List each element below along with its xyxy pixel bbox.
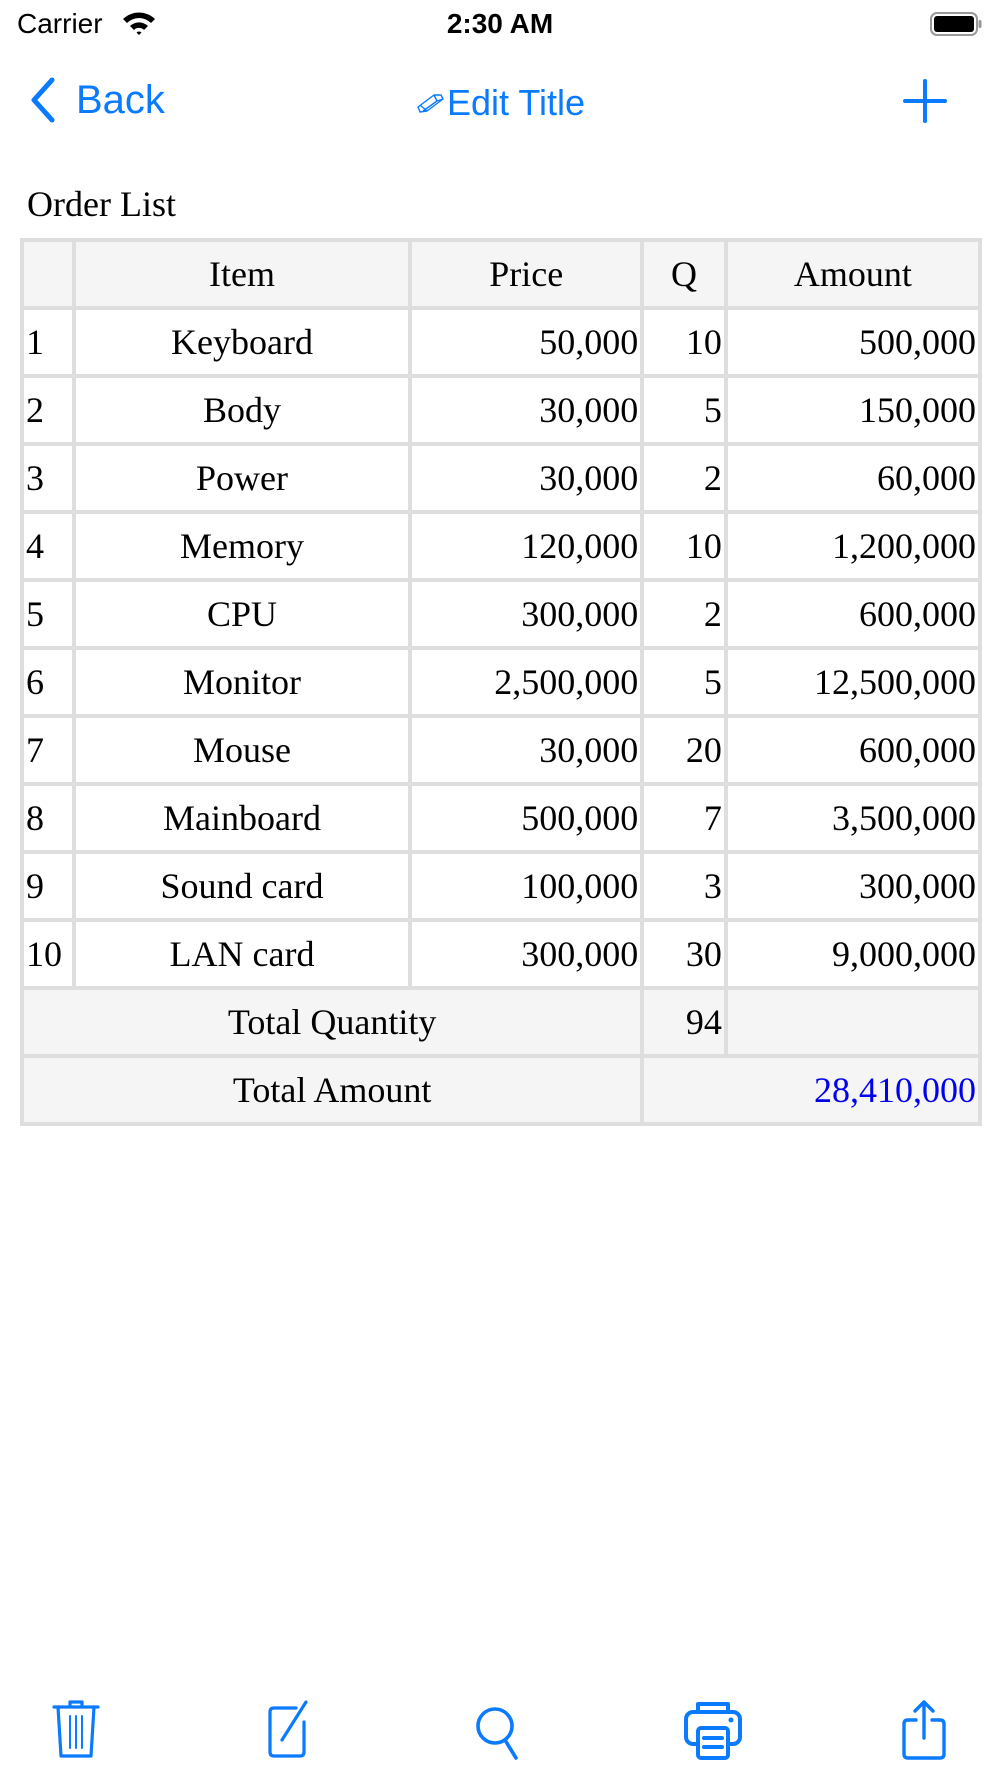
- row-number: 4: [22, 512, 74, 580]
- header-price: Price: [410, 240, 642, 308]
- row-number: 10: [22, 920, 74, 988]
- row-number: 2: [22, 376, 74, 444]
- table-row: [22, 308, 980, 376]
- row-quantity: 7: [642, 784, 726, 852]
- header-no: [22, 240, 74, 308]
- row-quantity: 5: [642, 376, 726, 444]
- total-amount-row: [22, 1056, 980, 1124]
- row-amount: 150,000: [726, 376, 980, 444]
- row-quantity: 30: [642, 920, 726, 988]
- row-number: 8: [22, 784, 74, 852]
- status-bar: [0, 0, 1000, 50]
- row-item: Mouse: [74, 716, 410, 784]
- row-item: Body: [74, 376, 410, 444]
- navigation-bar: [0, 70, 1000, 135]
- trash-icon: [46, 1698, 106, 1762]
- row-amount: 600,000: [726, 716, 980, 784]
- row-amount: 600,000: [726, 580, 980, 648]
- row-amount: 500,000: [726, 308, 980, 376]
- table-row: [22, 648, 980, 716]
- document-title: Order List: [27, 184, 176, 224]
- row-number: 3: [22, 444, 74, 512]
- row-item: Sound card: [74, 852, 410, 920]
- print-button[interactable]: [683, 1698, 743, 1762]
- row-amount: 300,000: [726, 852, 980, 920]
- row-number: 9: [22, 852, 74, 920]
- row-price: 50,000: [410, 308, 642, 376]
- edit-title-button[interactable]: [415, 82, 585, 124]
- compose-button[interactable]: [260, 1698, 320, 1762]
- row-quantity: 10: [642, 308, 726, 376]
- total-amount-value: 28,410,000: [642, 1056, 980, 1124]
- row-item: Memory: [74, 512, 410, 580]
- table-row: [22, 376, 980, 444]
- row-price: 100,000: [410, 852, 642, 920]
- row-quantity: 2: [642, 580, 726, 648]
- status-time: 2:30 AM: [446, 8, 554, 39]
- search-button[interactable]: [471, 1698, 531, 1762]
- table-row: [22, 512, 980, 580]
- row-amount: 12,500,000: [726, 648, 980, 716]
- bottom-toolbar: [0, 1690, 1000, 1770]
- header-quantity: Q: [642, 240, 726, 308]
- row-price: 300,000: [410, 920, 642, 988]
- add-button[interactable]: [902, 78, 948, 124]
- carrier-label: Carrier: [17, 8, 103, 39]
- share-button[interactable]: [894, 1698, 954, 1762]
- row-quantity: 5: [642, 648, 726, 716]
- row-price: 2,500,000: [410, 648, 642, 716]
- table-row: [22, 784, 980, 852]
- row-number: 7: [22, 716, 74, 784]
- row-number: 1: [22, 308, 74, 376]
- row-amount: 9,000,000: [726, 920, 980, 988]
- total-quantity-row: [22, 988, 980, 1056]
- row-price: 500,000: [410, 784, 642, 852]
- header-amount: Amount: [726, 240, 980, 308]
- row-item: CPU: [74, 580, 410, 648]
- table-header-row: [22, 240, 980, 308]
- battery-icon: [930, 12, 982, 36]
- row-item: Mainboard: [74, 784, 410, 852]
- row-item: Keyboard: [74, 308, 410, 376]
- row-price: 30,000: [410, 444, 642, 512]
- row-quantity: 3: [642, 852, 726, 920]
- edit-title-container: [0, 82, 1000, 124]
- table-row: [22, 852, 980, 920]
- print-icon: [683, 1698, 743, 1762]
- search-icon: [471, 1698, 531, 1762]
- row-amount: 60,000: [726, 444, 980, 512]
- total-quantity-label: Total Quantity: [22, 988, 642, 1056]
- table-row: [22, 580, 980, 648]
- table-row: [22, 920, 980, 988]
- total-quantity-value: 94: [642, 988, 726, 1056]
- row-quantity: 2: [642, 444, 726, 512]
- row-item: Monitor: [74, 648, 410, 716]
- total-quantity-empty: [726, 988, 980, 1056]
- row-amount: 1,200,000: [726, 512, 980, 580]
- row-number: 6: [22, 648, 74, 716]
- edit-title-label: Edit Title: [446, 82, 586, 123]
- row-number: 5: [22, 580, 74, 648]
- share-icon: [894, 1698, 954, 1762]
- row-quantity: 20: [642, 716, 726, 784]
- compose-icon: [260, 1698, 320, 1762]
- back-label: Back: [76, 77, 165, 122]
- pencil-icon: [415, 91, 445, 115]
- row-price: 300,000: [410, 580, 642, 648]
- table-row: [22, 444, 980, 512]
- row-item: LAN card: [74, 920, 410, 988]
- total-amount-label: Total Amount: [22, 1056, 642, 1124]
- plus-icon: [902, 78, 948, 124]
- row-price: 120,000: [410, 512, 642, 580]
- delete-button[interactable]: [46, 1698, 106, 1762]
- row-item: Power: [74, 444, 410, 512]
- row-amount: 3,500,000: [726, 784, 980, 852]
- order-table: [20, 238, 982, 1126]
- header-item: Item: [74, 240, 410, 308]
- row-price: 30,000: [410, 716, 642, 784]
- row-price: 30,000: [410, 376, 642, 444]
- row-quantity: 10: [642, 512, 726, 580]
- table-row: [22, 716, 980, 784]
